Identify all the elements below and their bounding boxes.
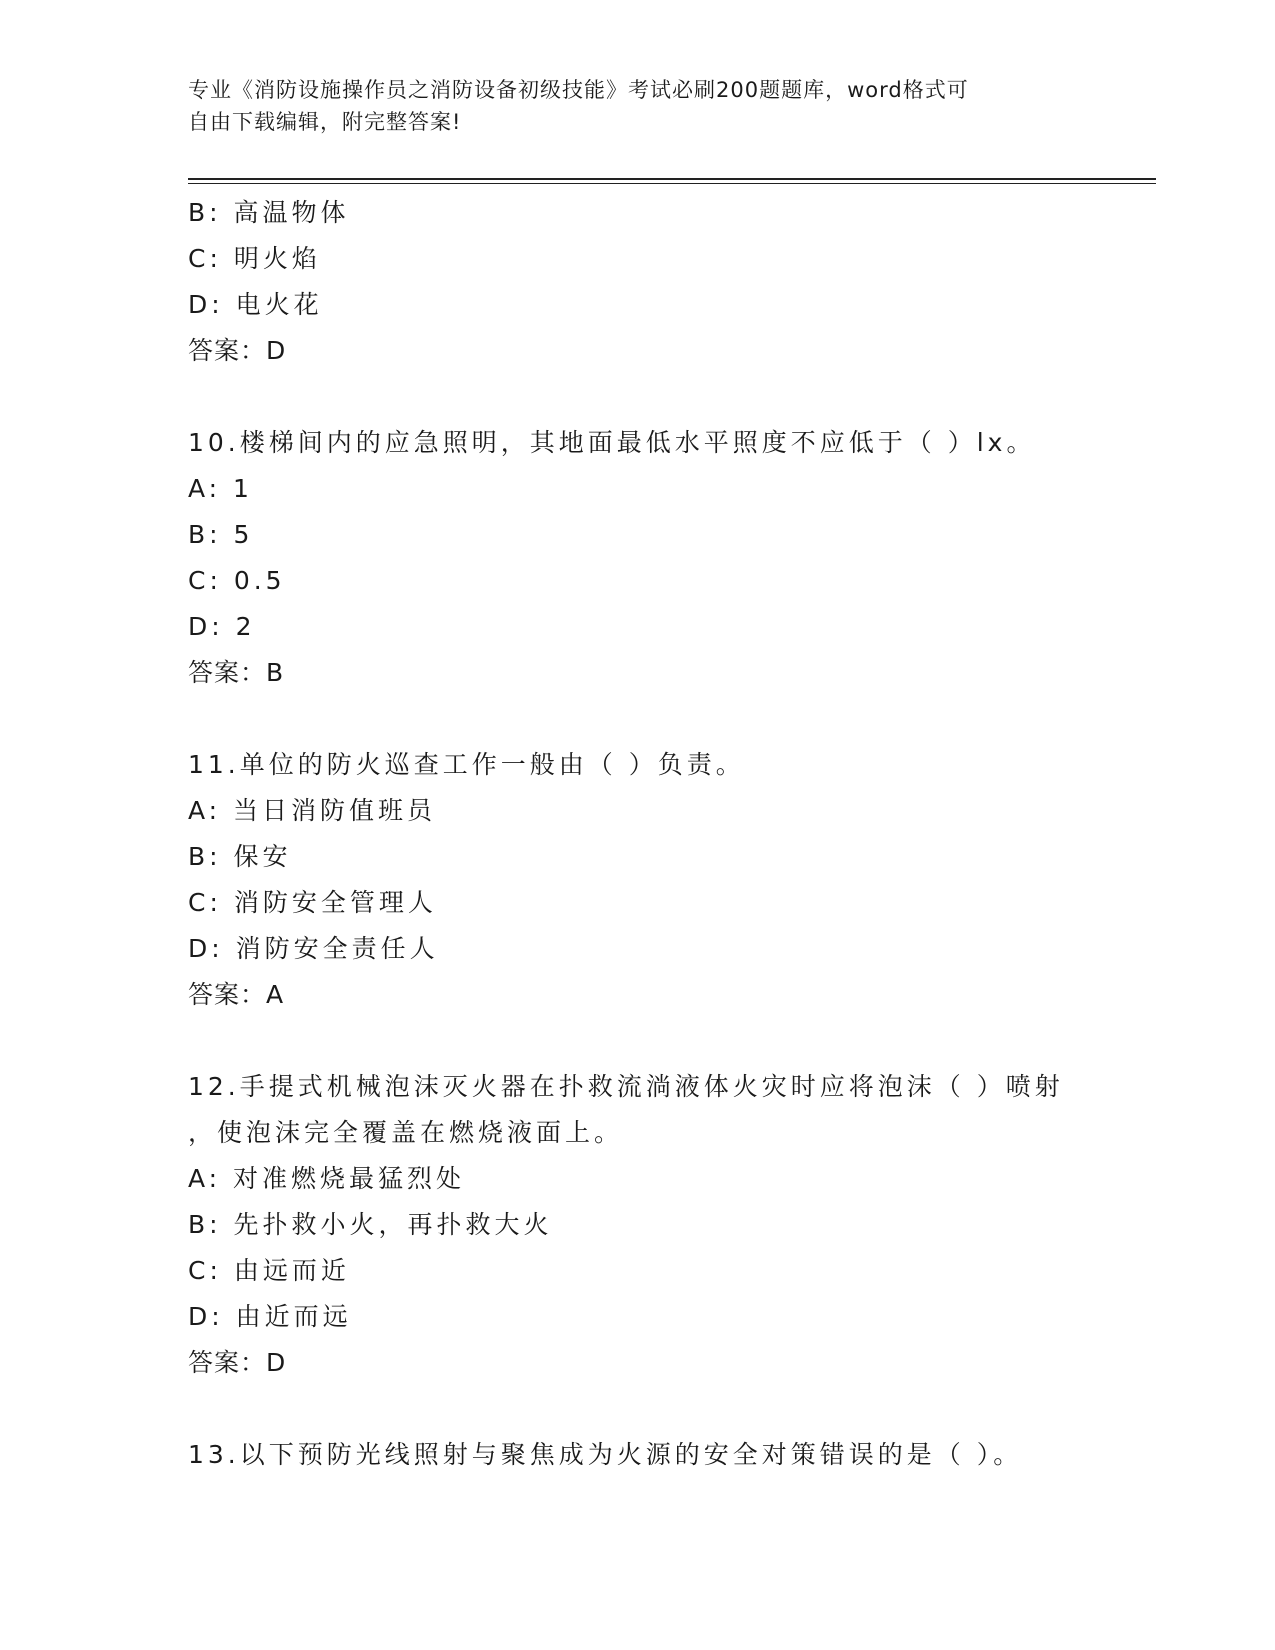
spacer	[188, 1386, 1088, 1432]
option-c: C: 明火焰	[188, 244, 321, 273]
header-divider-thick	[188, 178, 1156, 180]
spacer	[188, 374, 1088, 420]
header-divider-thin	[188, 183, 1156, 184]
option-d: D: 消防安全责任人	[188, 934, 439, 963]
option-a: A: 当日消防值班员	[188, 796, 437, 825]
question-11	[188, 742, 1088, 1018]
option-a: A: 1	[188, 474, 253, 503]
option-c: C: 0.5	[188, 566, 286, 595]
header-title-line-2: 自由下载编辑，附完整答案!	[188, 110, 462, 134]
question-text: 10.楼梯间内的应急照明，其地面最低水平照度不应低于（ ）lx。	[188, 428, 1036, 457]
question-12	[188, 1064, 1088, 1386]
header-title-line-1: 专业《消防设施操作员之消防设备初级技能》考试必刷200题题库，word格式可	[188, 78, 969, 102]
spacer	[188, 1018, 1088, 1064]
question-text: 13.以下预防光线照射与聚焦成为火源的安全对策错误的是（ ）。	[188, 1440, 1023, 1469]
option-a: A: 对准燃烧最猛烈处	[188, 1164, 466, 1193]
question-10	[188, 420, 1088, 696]
answer-line: 答案：A	[188, 980, 285, 1009]
question-text-line-2: ，使泡沫完全覆盖在燃烧液面上。	[188, 1118, 624, 1147]
answer-line: 答案：D	[188, 1348, 287, 1377]
option-b: B: 先扑救小火，再扑救大火	[188, 1210, 553, 1239]
question-list	[188, 190, 1088, 1478]
option-d: D: 2	[188, 612, 256, 641]
option-b: B: 保安	[188, 842, 292, 871]
question-13	[188, 1432, 1088, 1478]
option-b: B: 5	[188, 520, 254, 549]
answer-line: 答案：D	[188, 336, 287, 365]
option-d: D: 电火花	[188, 290, 323, 319]
question-9-continued	[188, 190, 1088, 374]
answer-line: 答案：B	[188, 658, 285, 687]
option-c: C: 由远而近	[188, 1256, 350, 1285]
spacer	[188, 696, 1088, 742]
option-b: B: 高温物体	[188, 198, 350, 227]
option-c: C: 消防安全管理人	[188, 888, 437, 917]
document-header	[188, 74, 1088, 138]
question-text: 11.单位的防火巡查工作一般由（ ）负责。	[188, 750, 745, 779]
question-text-line-1: 12.手提式机械泡沫灭火器在扑救流淌液体火灾时应将泡沫（ ）喷射	[188, 1072, 1064, 1101]
option-d: D: 由近而远	[188, 1302, 352, 1331]
